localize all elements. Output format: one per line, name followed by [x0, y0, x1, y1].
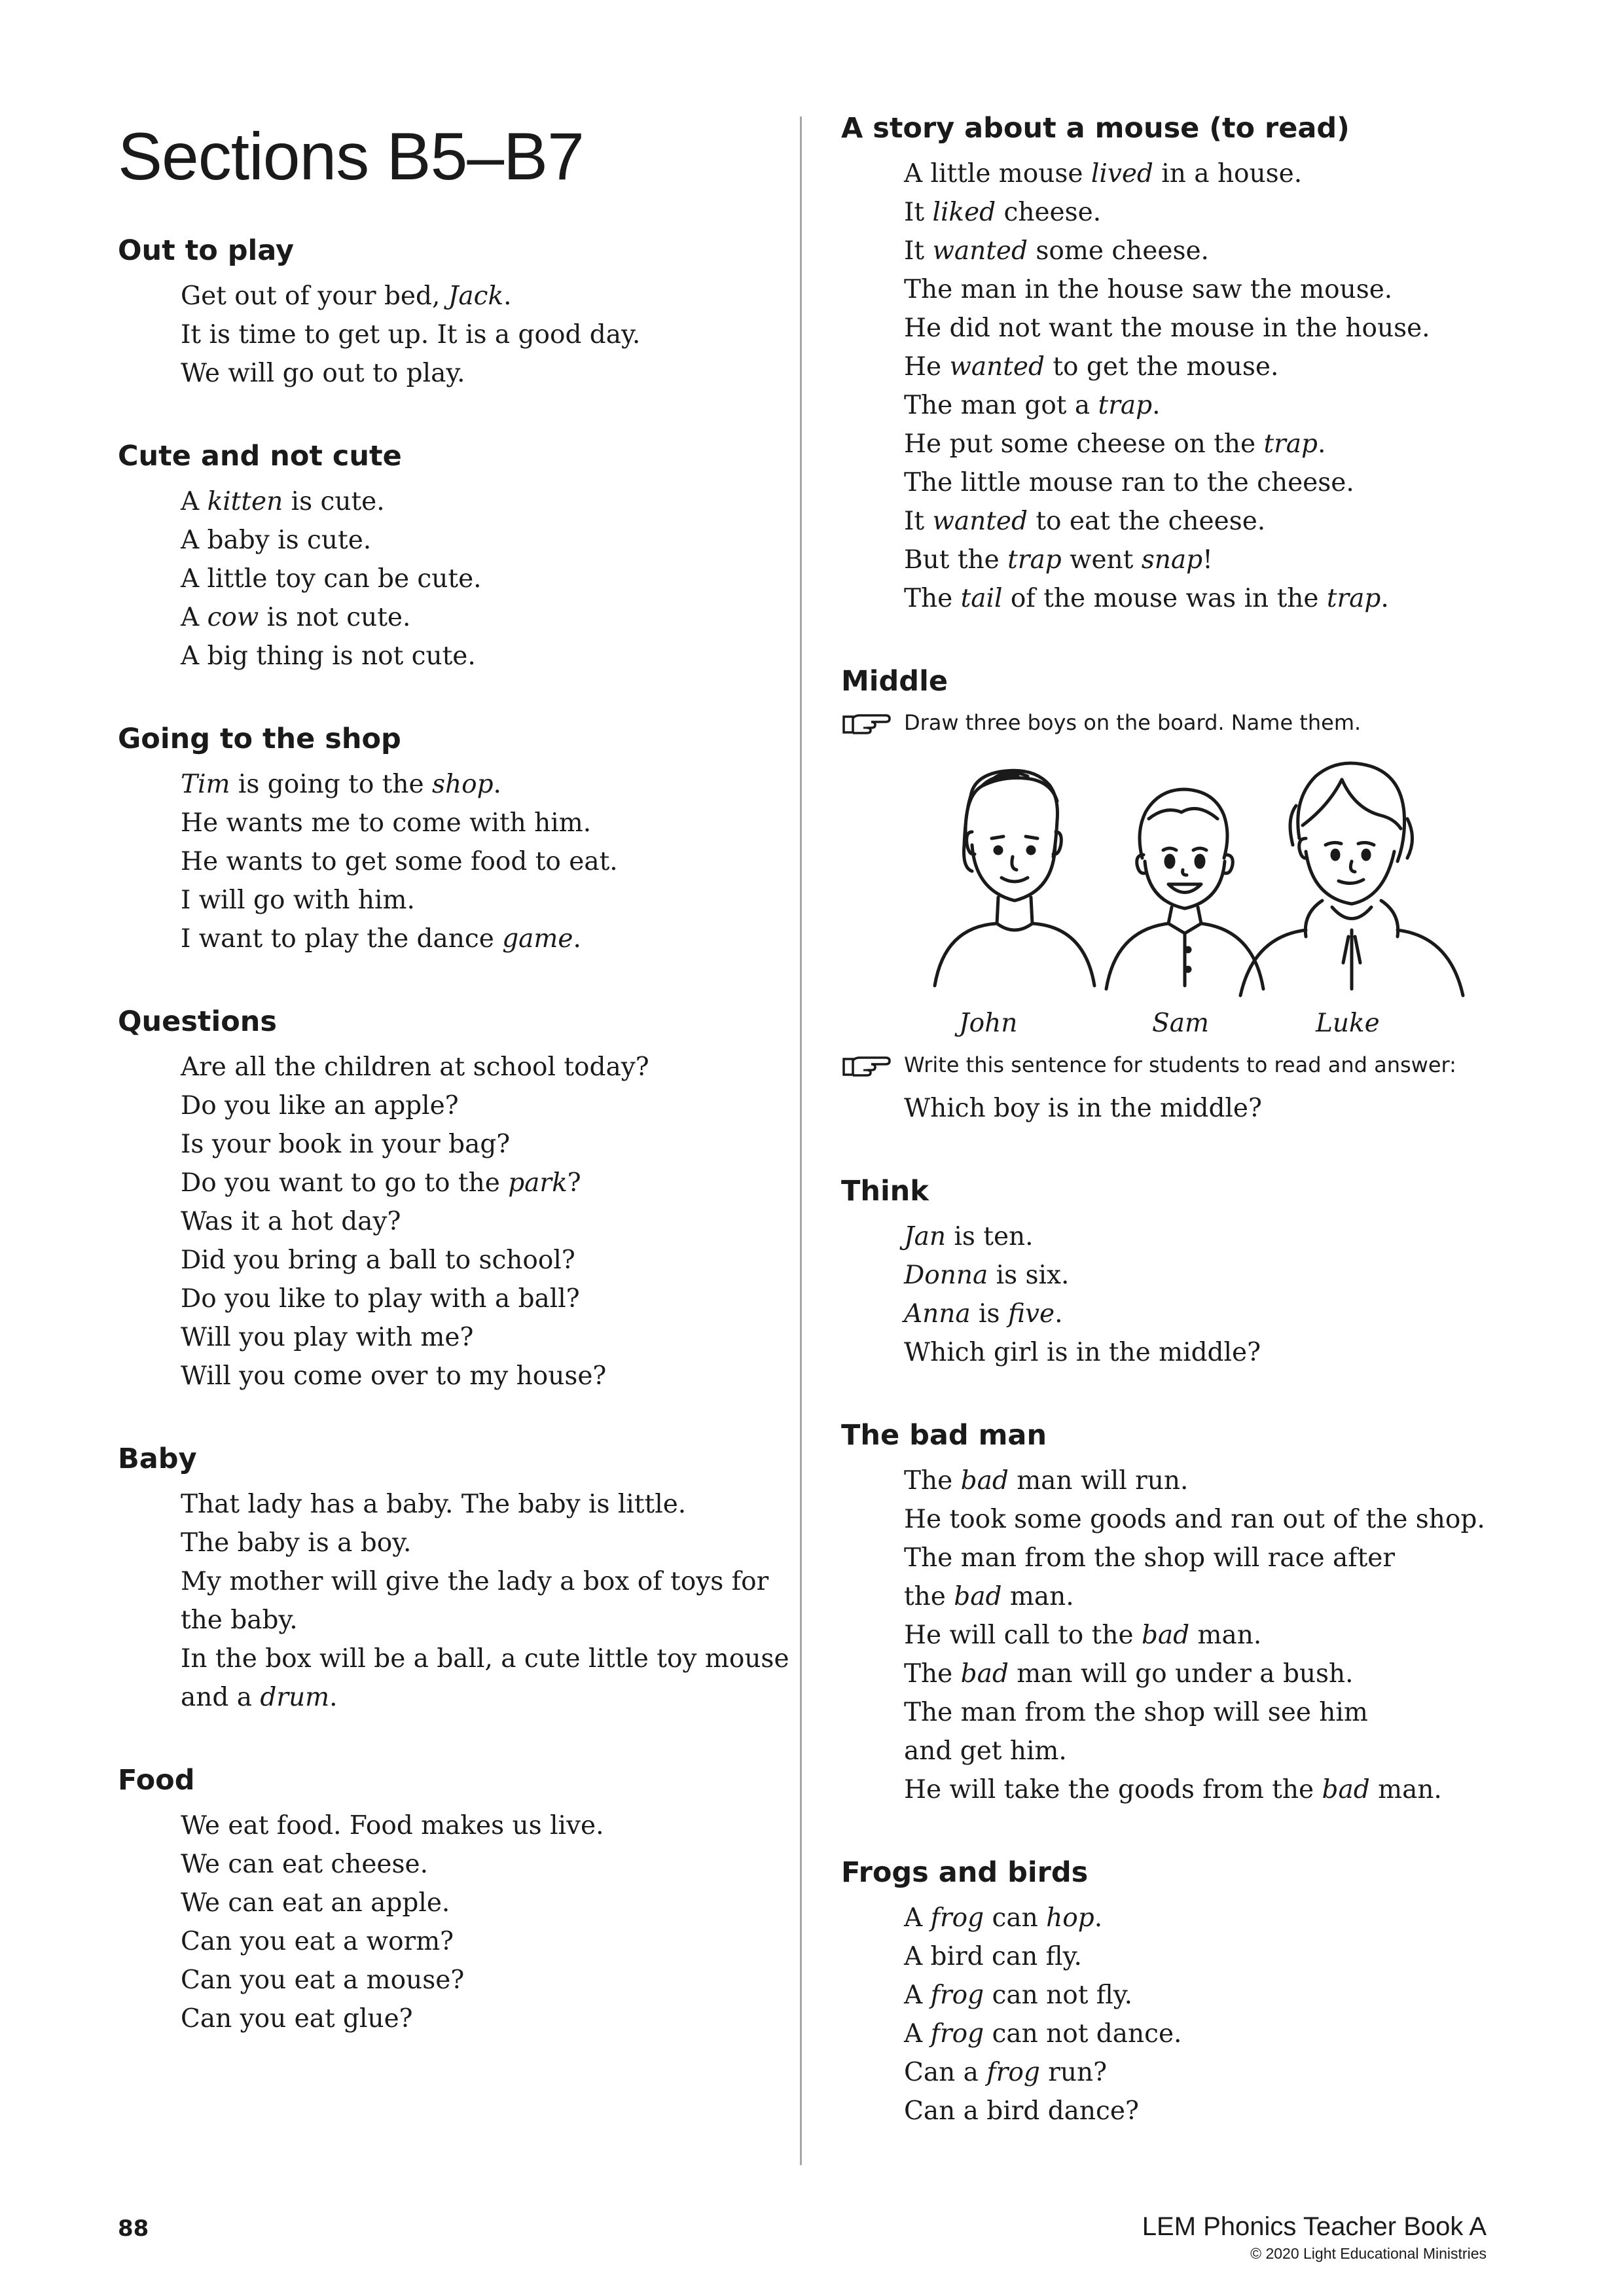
- text-segment: to get the mouse.: [1044, 352, 1279, 382]
- text-segment: .: [329, 1683, 338, 1712]
- text-segment: It: [904, 236, 933, 266]
- text-segment: Do you want to go to the: [181, 1168, 509, 1198]
- section-heading: Think: [841, 1175, 929, 1208]
- text-segment: A: [181, 487, 208, 516]
- text-segment: That lady has a baby. The baby is little.: [181, 1490, 687, 1519]
- text-segment: He: [904, 352, 950, 382]
- section-lines: [841, 154, 1522, 618]
- text-line: [904, 1500, 1522, 1539]
- text-segment: is six.: [988, 1261, 1070, 1290]
- section-heading: A story about a mouse (to read): [841, 112, 1350, 145]
- text-line: [181, 1884, 772, 1922]
- text-line: [181, 920, 772, 958]
- text-line: [181, 1048, 772, 1086]
- left-column: [118, 232, 789, 2083]
- instruction-text: Draw three boys on the board. Name them.: [904, 710, 1362, 735]
- text-line: [181, 804, 772, 842]
- section-food: [118, 1762, 772, 2038]
- text-segment: He will take the goods from the: [904, 1775, 1322, 1804]
- section-frogs-and-birds: [841, 1854, 1522, 2130]
- text-segment: We will go out to play.: [181, 359, 465, 388]
- text-segment: can: [984, 1903, 1047, 1933]
- emphasized-word: frog: [986, 2058, 1040, 2087]
- emphasized-word: wanted: [949, 352, 1045, 382]
- emphasized-word: shop: [431, 770, 494, 799]
- text-segment: The man in the house saw the mouse.: [904, 275, 1393, 304]
- text-segment: is not cute.: [259, 603, 411, 632]
- text-line: [181, 1845, 772, 1884]
- emphasized-word: bad: [954, 1582, 1002, 1611]
- text-line: [181, 1164, 772, 1202]
- text-segment: !: [1202, 545, 1213, 575]
- text-segment: man.: [1369, 1775, 1442, 1804]
- text-segment: The baby is a boy.: [181, 1528, 412, 1558]
- text-segment: Can you eat a worm?: [181, 1927, 454, 1956]
- text-segment: A: [904, 1903, 931, 1933]
- text-line: [181, 354, 772, 393]
- text-segment: I will go with him.: [181, 886, 415, 915]
- text-line: [181, 1318, 772, 1357]
- section-heading: Baby: [118, 1443, 197, 1475]
- text-segment: Is your book in your bag?: [181, 1130, 511, 1159]
- emphasized-word: lived: [1091, 159, 1153, 188]
- text-line: [904, 2092, 1522, 2130]
- text-segment: some cheese.: [1027, 236, 1209, 266]
- text-line: [181, 277, 772, 315]
- text-segment: .: [573, 924, 581, 954]
- text-segment: the: [904, 1582, 954, 1611]
- text-segment: The man got a: [904, 391, 1098, 420]
- text-segment: run?: [1039, 2058, 1107, 2087]
- boy-name-sam: Sam: [1152, 1009, 1209, 1038]
- text-line: [181, 1640, 789, 1678]
- text-segment: .: [1318, 429, 1326, 459]
- text-segment: It: [904, 198, 933, 227]
- text-line: [904, 348, 1522, 386]
- text-segment: can not fly.: [984, 1981, 1133, 2010]
- text-segment: We eat food. Food makes us live.: [181, 1811, 604, 1840]
- boys-illustration: [900, 747, 1489, 1005]
- text-segment: A big thing is not cute.: [181, 641, 476, 671]
- text-segment: Can you eat glue?: [181, 2004, 413, 2034]
- text-line: [904, 1899, 1522, 1937]
- text-line: [904, 463, 1522, 502]
- text-segment: A little mouse: [904, 159, 1091, 188]
- text-segment: cheese.: [996, 198, 1102, 227]
- text-segment: in a house.: [1153, 159, 1303, 188]
- emphasized-word: snap: [1141, 545, 1203, 575]
- emphasized-word: Tim: [181, 770, 230, 799]
- text-segment: is going to the: [230, 770, 432, 799]
- text-line: [181, 1202, 772, 1241]
- emphasized-word: frog: [930, 2019, 984, 2049]
- text-line: [904, 193, 1522, 232]
- text-line: [181, 1961, 772, 2000]
- text-segment: We can eat an apple.: [181, 1888, 450, 1918]
- text-segment: We can eat cheese.: [181, 1850, 429, 1879]
- emphasized-word: Jan: [904, 1222, 947, 1251]
- text-segment: and a: [181, 1683, 261, 1712]
- teacher-instruction: [841, 1050, 1522, 1080]
- text-segment: Did you bring a ball to school?: [181, 1246, 575, 1275]
- text-segment: A bird can fly.: [904, 1942, 1082, 1971]
- text-segment: It is time to get up. It is a good day.: [181, 320, 641, 350]
- emphasized-word: trap: [1098, 391, 1153, 420]
- text-line: [904, 1616, 1522, 1655]
- text-segment: ?: [567, 1168, 581, 1198]
- text-line: [181, 560, 772, 598]
- column-divider: [800, 117, 802, 2165]
- text-line: [181, 881, 772, 920]
- text-line: [181, 1086, 772, 1125]
- text-segment: He wants me to come with him.: [181, 808, 592, 838]
- section-heading: The bad man: [841, 1419, 1047, 1452]
- text-segment: He wants to get some food to eat.: [181, 847, 618, 876]
- text-line: [904, 1937, 1522, 1976]
- boy-name-john: John: [959, 1009, 1018, 1038]
- text-line: [181, 1241, 772, 1280]
- section-questions: [118, 1003, 772, 1395]
- text-line: [904, 2053, 1522, 2092]
- text-segment: In the box will be a ball, a cute little toy mouse: [181, 1644, 789, 1674]
- text-segment: The: [904, 1466, 961, 1496]
- emphasized-word: bad: [1322, 1775, 1370, 1804]
- emphasized-word: trap: [1263, 429, 1318, 459]
- text-segment: .: [1152, 391, 1161, 420]
- right-column: [841, 110, 1522, 2176]
- emphasized-word: bad: [960, 1659, 1009, 1689]
- text-segment: Which girl is in the middle?: [904, 1338, 1261, 1367]
- text-line: [181, 482, 772, 521]
- text-segment: A: [904, 1981, 931, 2010]
- emphasized-word: park: [508, 1168, 568, 1198]
- teacher-instruction: [841, 708, 1522, 738]
- section-heading: Frogs and birds: [841, 1856, 1089, 1889]
- text-segment: My mother will give the lady a box of toys for: [181, 1567, 769, 1596]
- text-segment: Are all the children at school today?: [181, 1052, 649, 1082]
- text-line: [904, 309, 1522, 348]
- text-segment: Can you eat a mouse?: [181, 1965, 465, 1995]
- text-segment: Will you come over to my house?: [181, 1361, 607, 1391]
- section-baby: [118, 1441, 789, 1717]
- section-mouse-story: [841, 110, 1522, 618]
- text-line: [904, 1333, 1522, 1372]
- text-line: [181, 637, 772, 675]
- text-segment: the baby.: [181, 1605, 298, 1635]
- john-figure: [935, 770, 1094, 986]
- page-number: 88: [118, 2215, 149, 2242]
- text-line: [904, 386, 1522, 425]
- text-line: [181, 598, 772, 637]
- section-the-bad-man: [841, 1417, 1522, 1809]
- text-line: [904, 579, 1522, 618]
- section-out-to-play: [118, 232, 772, 393]
- text-line: [904, 1976, 1522, 2015]
- three-boys-figure: [841, 747, 1522, 1005]
- luke-figure: [1240, 763, 1463, 996]
- text-line: [904, 154, 1522, 193]
- text-segment: The: [904, 1659, 961, 1689]
- text-line: [181, 315, 772, 354]
- emphasized-word: trap: [1007, 545, 1062, 575]
- text-line: [904, 1770, 1522, 1809]
- text-segment: is: [970, 1299, 1008, 1329]
- book-title: LEM Phonics Teacher Book A: [1142, 2212, 1487, 2241]
- text-segment: But the: [904, 545, 1008, 575]
- text-line: [181, 1678, 772, 1717]
- text-segment: A baby is cute.: [181, 526, 372, 555]
- emphasized-word: cow: [207, 603, 259, 632]
- text-segment: Do you like an apple?: [181, 1091, 459, 1121]
- section-heading: Questions: [118, 1005, 277, 1038]
- emphasized-word: hop: [1046, 1903, 1094, 1933]
- text-line: [181, 521, 772, 560]
- text-segment: Will you play with me?: [181, 1323, 474, 1352]
- boy-name-luke: Luke: [1316, 1009, 1380, 1038]
- instruction-text: Write this sentence for students to read and answer:: [904, 1052, 1456, 1077]
- text-segment: A: [904, 2019, 931, 2049]
- emphasized-word: trap: [1326, 584, 1381, 613]
- section-heading: Going to the shop: [118, 723, 401, 755]
- section-cute-and-not-cute: [118, 438, 772, 675]
- text-segment: .: [493, 770, 501, 799]
- text-line: [904, 232, 1522, 270]
- text-line: [904, 1539, 1522, 1577]
- text-line: [904, 541, 1522, 579]
- emphasized-word: Donna: [904, 1261, 988, 1290]
- text-line: [904, 1295, 1522, 1333]
- text-segment: man will run.: [1008, 1466, 1189, 1496]
- text-segment: and get him.: [904, 1736, 1067, 1766]
- boy-names: [841, 1005, 1522, 1045]
- text-segment: The man from the shop will see him: [904, 1698, 1368, 1727]
- text-line: [904, 1217, 1522, 1256]
- emphasized-word: kitten: [207, 487, 283, 516]
- text-line: [904, 1577, 1522, 1616]
- text-line: [181, 765, 772, 804]
- text-line: [904, 270, 1522, 309]
- section-heading: Cute and not cute: [118, 440, 402, 473]
- emphasized-word: five: [1007, 1299, 1055, 1329]
- section-middle: [841, 663, 1522, 1128]
- middle-question: Which boy is in the middle?: [904, 1094, 1262, 1123]
- emphasized-word: wanted: [932, 507, 1028, 536]
- text-line: [904, 1732, 1522, 1770]
- text-line: [181, 1280, 772, 1318]
- text-segment: Get out of your bed,: [181, 281, 448, 311]
- text-segment: is ten.: [946, 1222, 1034, 1251]
- text-line: [181, 2000, 772, 2038]
- text-segment: He put some cheese on the: [904, 429, 1264, 459]
- text-segment: .: [1094, 1903, 1103, 1933]
- text-segment: Can a bird dance?: [904, 2096, 1139, 2126]
- text-segment: .: [1055, 1299, 1063, 1329]
- text-segment: man.: [1001, 1582, 1074, 1611]
- text-line: [904, 1655, 1522, 1693]
- text-segment: The: [904, 584, 961, 613]
- text-line: [904, 1462, 1522, 1500]
- text-segment: A little toy can be cute.: [181, 564, 482, 594]
- emphasized-word: Anna: [904, 1299, 971, 1329]
- emphasized-word: wanted: [932, 236, 1028, 266]
- text-line: [904, 2015, 1522, 2053]
- section-going-to-the-shop: [118, 721, 772, 958]
- text-line: [181, 1524, 772, 1562]
- text-segment: He took some goods and ran out of the shop.: [904, 1505, 1485, 1534]
- text-segment: It: [904, 507, 933, 536]
- section-heading: Food: [118, 1764, 195, 1797]
- emphasized-word: liked: [932, 198, 996, 227]
- text-segment: .: [503, 281, 512, 311]
- emphasized-word: bad: [1141, 1621, 1190, 1650]
- emphasized-word: Jack: [448, 281, 504, 311]
- copyright: © 2020 Light Educational Ministries: [1250, 2245, 1487, 2262]
- text-segment: is cute.: [283, 487, 385, 516]
- text-segment: .: [1380, 584, 1389, 613]
- section-heading: Middle: [841, 665, 948, 698]
- text-segment: of the mouse was in the: [1002, 584, 1327, 613]
- emphasized-word: tail: [960, 584, 1003, 613]
- pointing-hand-icon: [841, 708, 893, 738]
- emphasized-word: drum: [260, 1683, 330, 1712]
- sam-figure: [1106, 789, 1263, 989]
- section-heading: Out to play: [118, 234, 295, 267]
- text-line: [904, 1693, 1522, 1732]
- text-segment: can not dance.: [984, 2019, 1182, 2049]
- text-line: [181, 1922, 772, 1961]
- right-sections: [841, 1173, 1522, 2130]
- text-segment: man.: [1189, 1621, 1262, 1650]
- text-segment: The man from the shop will race after: [904, 1543, 1396, 1573]
- text-segment: I want to play the dance: [181, 924, 503, 954]
- text-line: [904, 1256, 1522, 1295]
- text-segment: He will call to the: [904, 1621, 1142, 1650]
- text-line: [181, 1806, 772, 1845]
- text-line: [181, 1357, 772, 1395]
- emphasized-word: frog: [930, 1903, 984, 1933]
- text-line: [181, 842, 772, 881]
- page-title: Sections B5–B7: [118, 119, 584, 194]
- pointing-hand-icon: [841, 1050, 893, 1080]
- text-segment: A: [181, 603, 208, 632]
- emphasized-word: game: [502, 924, 573, 954]
- text-line: [904, 502, 1522, 541]
- text-segment: Do you like to play with a ball?: [181, 1284, 580, 1314]
- emphasized-word: frog: [930, 1981, 984, 2010]
- left-sections: [118, 232, 789, 2038]
- emphasized-word: bad: [960, 1466, 1009, 1496]
- text-line: [181, 1562, 772, 1601]
- footer: [1142, 2211, 1487, 2265]
- text-segment: to eat the cheese.: [1027, 507, 1266, 536]
- text-segment: went: [1061, 545, 1142, 575]
- text-segment: He did not want the mouse in the house.: [904, 314, 1430, 343]
- text-line: [181, 1601, 772, 1640]
- text-segment: man will go under a bush.: [1008, 1659, 1354, 1689]
- text-segment: Was it a hot day?: [181, 1207, 401, 1236]
- section-think: [841, 1173, 1522, 1372]
- text-line: [181, 1125, 772, 1164]
- text-segment: The little mouse ran to the cheese.: [904, 468, 1354, 497]
- text-line: [904, 425, 1522, 463]
- text-line: [181, 1485, 772, 1524]
- text-segment: Can a: [904, 2058, 987, 2087]
